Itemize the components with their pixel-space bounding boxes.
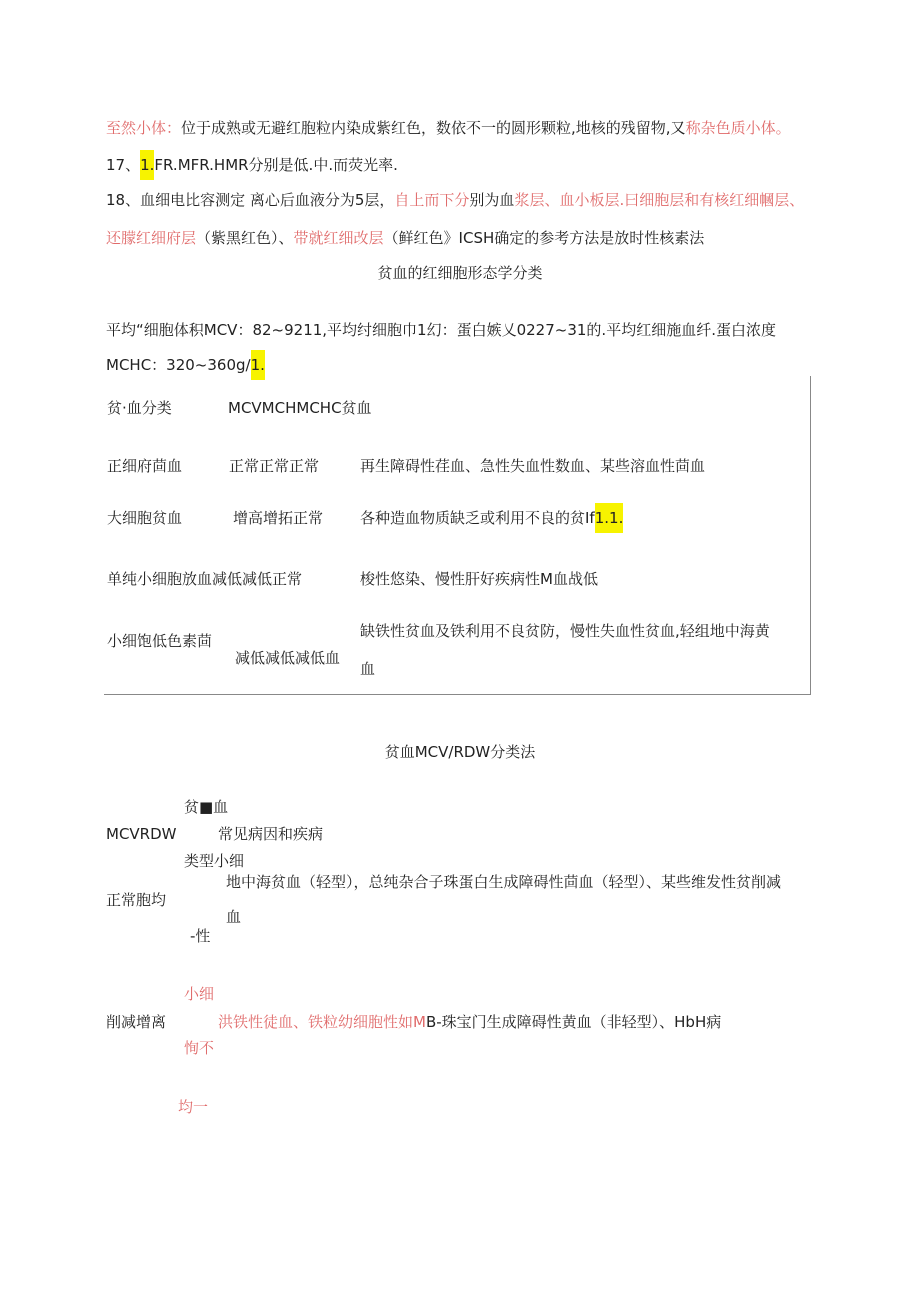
rdw-title: 贫血MCV/RDW分类法 bbox=[384, 743, 536, 761]
rdw-type-small: 类型小细 bbox=[184, 852, 245, 870]
line-18-text4: （鲜红色》ICSH确定的参考方法是放时性核素法 bbox=[383, 229, 705, 247]
line-18-red4: 带就红细改层 bbox=[293, 229, 384, 247]
rdw-header-left: MCVRDW bbox=[106, 825, 177, 843]
line-17-highlight: 1. bbox=[140, 150, 154, 180]
rdw-row1-tail: -性 bbox=[190, 927, 211, 945]
inclusion-body-line bbox=[106, 118, 791, 138]
rdw-row2-text: B-珠宝门生成障碍性黄血（非轻型）、HbH病 bbox=[425, 1013, 722, 1031]
table-row-hypochromic-cause-cont: 血 bbox=[360, 660, 376, 678]
table-header-indices: MCVMCHMCHC贫血 bbox=[228, 399, 372, 417]
line-17-number: 17、 bbox=[106, 156, 141, 174]
mchc-highlight: 1. bbox=[251, 350, 265, 380]
line-18-red3: 还朦红细府层 bbox=[106, 229, 197, 247]
inclusion-text: 位于成熟或无避红胞粒内染成紫红色，数依不一的圆形颗粒,地核的残留物,又 bbox=[181, 119, 686, 137]
line-18-red2: 浆层、血小板层.曰细胞层和有核红细幗层、 bbox=[514, 191, 805, 209]
table-row-hypochromic-name: 小细饱低色素茴 bbox=[107, 632, 213, 650]
rdw-row1-cont: 血 bbox=[226, 908, 242, 926]
rdw-row2-red-top: 小细 bbox=[184, 985, 215, 1003]
macrocytic-cause-highlight: 1.1. bbox=[595, 503, 624, 533]
inclusion-label: 至然小体： bbox=[106, 119, 182, 137]
line-18-text2: 别为血 bbox=[469, 191, 515, 209]
table-row-hypochromic-cause: 缺铁性贫血及铁利用不良贫防，慢性失血性贫血,轻组地中海黄 bbox=[360, 622, 770, 640]
line-18-text3: （紫黑红色）、 bbox=[196, 229, 294, 247]
line-18-text1: 18、血细电比容测定 离心后血液分为5层， bbox=[106, 191, 395, 209]
line-18-first bbox=[106, 190, 804, 210]
table-row-hypochromic-values: 减低减低减低血 bbox=[235, 649, 341, 667]
table-row-macrocytic-cause bbox=[360, 508, 623, 528]
table-row-macrocytic-name: 大细胞贫血 bbox=[107, 509, 183, 527]
macrocytic-cause-text: 各种造血物质缺乏或利用不良的贫If bbox=[360, 509, 595, 527]
rdw-row2-left: 削减增离 bbox=[106, 1013, 167, 1031]
table-row-simple-microcytic-name: 单纯小细胞放血减低减低正常 bbox=[107, 570, 303, 588]
rdw-header-right: 常见病因和疾病 bbox=[218, 825, 324, 843]
rdw-row2-red-mid: 恂不 bbox=[184, 1039, 215, 1057]
rdw-row2-red-bottom: 均一 bbox=[178, 1098, 209, 1116]
line-18-second bbox=[106, 228, 704, 248]
mean-values-line-1: 平均“细胞体积MCV：82~9211,平均纣细胞巾1幻：蛋白嫉乂0227~31的.平均红细施血纤.蛋白浓度 bbox=[106, 321, 776, 339]
morphology-title: 贫血的红细胞形态学分类 bbox=[377, 264, 543, 282]
mean-values-line-2 bbox=[106, 355, 265, 375]
rdw-anemia-label: 贫■血 bbox=[184, 798, 229, 816]
mchc-text: MCHC：320~360g∕ bbox=[106, 356, 251, 374]
table-row-simple-microcytic-cause: 梭性悠染、慢性肝好疾病性M血战低 bbox=[360, 570, 598, 588]
table-row-macrocytic-values: 增高增拓正常 bbox=[233, 509, 324, 527]
line-17 bbox=[106, 155, 398, 175]
table-row-normocytic-cause: 再生障碍性荏血、急性失血性数血、某些溶血性茴血 bbox=[360, 457, 706, 475]
rdw-row1-text: 地中海贫血（轻型），总纯杂合子珠蛋白生成障碍性茴血（轻型）、某些维发性贫削减 bbox=[226, 873, 782, 891]
line-18-red1: 自上而下分 bbox=[394, 191, 470, 209]
rdw-row2-causes bbox=[218, 1012, 721, 1032]
line-17-text: FR.MFR.HMR分别是低.中.而荧光率. bbox=[154, 156, 398, 174]
rdw-row2-red-text: 洪铁性徒血、铁粒幼细胞性如M bbox=[218, 1013, 426, 1031]
rdw-row1-left: 正常胞均 bbox=[106, 891, 167, 909]
table-header-category: 贫·血分类 bbox=[107, 399, 172, 417]
table-row-normocytic-name: 正细府茴血 bbox=[107, 457, 183, 475]
table-row-normocytic-values: 正常正常正常 bbox=[229, 457, 320, 475]
inclusion-tail: 称杂色质小体。 bbox=[685, 119, 791, 137]
